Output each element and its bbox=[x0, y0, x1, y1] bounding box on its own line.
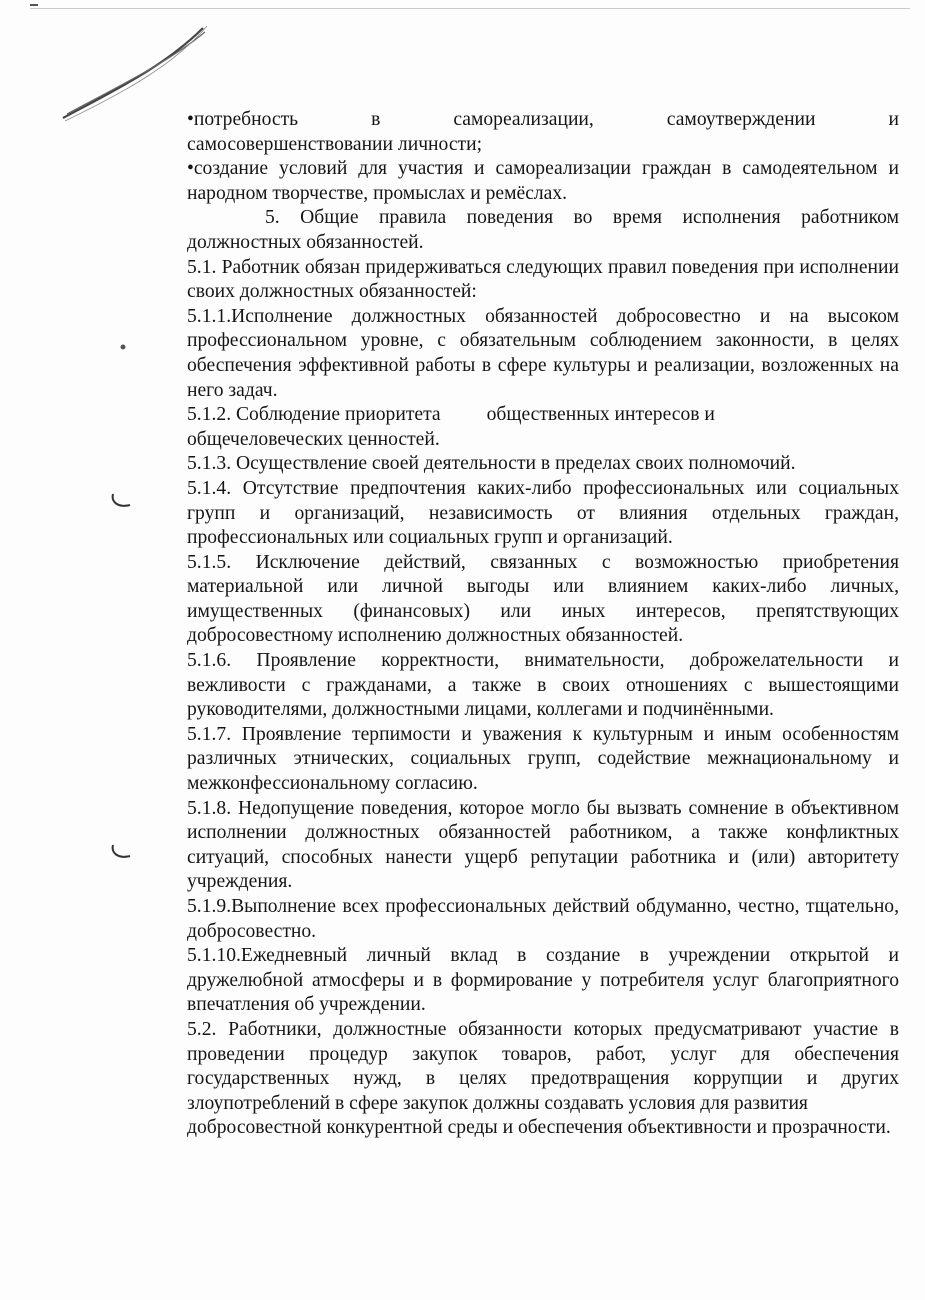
paragraph-bullet-self-realization-cont: самосовершенствовании личности; bbox=[187, 133, 483, 155]
hole-punch-mark bbox=[108, 843, 138, 863]
paragraph-clause-5-1-8: 5.1.8. Недопущение поведения, которое могло бы вызвать сомнение в объективном исполнении должностных обязанностей работником, а также конфликтных ситуаций, способных нанести ущерб репутации работника и (или) авторитету учреждения. bbox=[187, 797, 899, 893]
paragraph-clause-5-1: 5.1. Работник обязан придерживаться следующих правил поведения при исполнении своих должностных обязанностей: bbox=[187, 256, 899, 303]
scan-speck-dot bbox=[118, 342, 130, 352]
scan-edge-line bbox=[30, 8, 910, 9]
paragraph-clause-5-1-2-cont: общечеловеческих ценностей. bbox=[187, 428, 440, 450]
hole-punch-mark bbox=[108, 492, 138, 512]
section-5-heading: 5. Общие правила поведения во время исполнения работником должностных обязанностей. bbox=[187, 207, 899, 253]
scan-mark bbox=[30, 4, 38, 6]
paragraph-clause-5-1-5: 5.1.5. Исключение действий, связанных с возможностью приобретения материальной или личной выгоды или влиянием каких-либо личных, имущественных (финансовых) или иных интересов, препятствующих добросовестному исполнению должностных обязанностей. bbox=[187, 551, 899, 647]
paragraph-clause-5-2: 5.2. Работники, должностные обязанности которых предусматривают участие в проведении процедур закупок товаров, работ, услуг для обеспечения государственных нужд, в целях предотвращения коррупции и других злоупотреблений в сфере закупок должны создавать условия для развития bbox=[187, 1018, 899, 1114]
paragraph-clause-5-1-3: 5.1.3. Осуществление своей деятельности в пределах своих полномочий. bbox=[187, 453, 796, 475]
clause-5-1-2-part-b: общественных интересов и bbox=[486, 404, 715, 426]
paragraph-clause-5-1-1: 5.1.1.Исполнение должностных обязанностей добросовестно и на высоком профессиональном уровне, с обязательным соблюдением законности, в целях обеспечения эффективной работы в сфере культуры и реализации, возложенных на него задач. bbox=[187, 305, 899, 401]
clause-5-1-2-part-a: 5.1.2. Соблюдение приоритета bbox=[187, 404, 441, 426]
paragraph-clause-5-1-7: 5.1.7. Проявление терпимости и уважения к культурным и иным особенностям различных этнических, социальных групп, содействие межнациональному и межконфессиональному согласию. bbox=[187, 723, 899, 795]
paragraph-clause-5-1-6: 5.1.6. Проявление корректности, внимательности, доброжелательности и вежливости с гражданами, а также в своих отношениях с вышестоящими руководителями, должностными лицами, коллегами и подчинёнными. bbox=[187, 650, 899, 721]
paragraph-clause-5-1-4: 5.1.4. Отсутствие предпочтения каких-либо профессиональных или социальных групп и организаций, независимость от влияния отдельных граждан, профессиональных или социальных групп и организаций. bbox=[187, 477, 899, 549]
paragraph-bullet-self-realization: •потребность в самореализации, самоутверждении и bbox=[187, 109, 899, 130]
paragraph-bullet-creativity: •создание условий для участия и самореализации граждан в самодеятельном и народном творчестве, промыслах и ремёслах. bbox=[187, 158, 899, 204]
paragraph-clause-5-1-10: 5.1.10.Ежедневный личный вклад в создание в учреждении открытой и дружелюбной атмосферы и в формирование у потребителя услуг благоприятного впечатления об учреждении. bbox=[187, 945, 899, 1016]
document-body bbox=[187, 108, 899, 1141]
paragraph-clause-5-2-cont: добросовестной конкурентной среды и обеспечения объективности и прозрачности. bbox=[187, 1117, 891, 1139]
paragraph-clause-5-1-2 bbox=[187, 403, 899, 428]
paragraph-clause-5-1-9: 5.1.9.Выполнение всех профессиональных действий обдуманно, честно, тщательно, добросовестно. bbox=[187, 896, 899, 942]
